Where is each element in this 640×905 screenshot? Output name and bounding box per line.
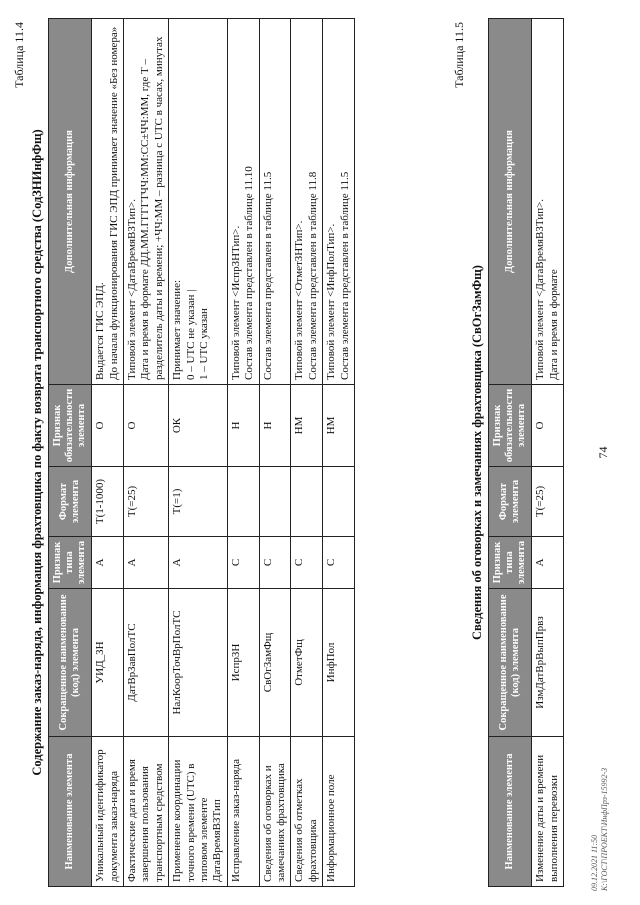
cell-type-flag: А [124,537,169,589]
cell-additional-info [291,19,323,385]
table-11-5-title: Сведения об оговорках и замечаниях фрахтовщика (СвОгЗамФщ) [470,265,484,640]
cell-required-flag: О [92,385,124,467]
header-additional-info: Дополнительная информация [489,19,532,385]
cell-required-flag: О [124,385,169,467]
cell-element-name: Информационное поле [323,737,355,887]
cell-format: Т(=25) [532,467,564,537]
header-additional-info: Дополнительная информация [49,19,92,385]
table-header-row [49,19,92,887]
cell-short-code: ИнфПол [323,589,355,737]
cell-format [291,467,323,537]
cell-short-code: УИД_ЗН [92,589,124,737]
table-11-5 [488,18,564,887]
cell-additional-info [532,19,564,385]
cell-element-name: Фактические дата и время завершения пользования транспортным средством [124,737,169,887]
cell-element-name: Уникальный идентификатор документа заказ-наряда [92,737,124,887]
cell-type-flag: А [92,537,124,589]
cell-format [227,467,259,537]
cell-required-flag: НМ [323,385,355,467]
cell-short-code: ОтметФщ [291,589,323,737]
print-stamp [590,768,611,891]
header-required-flag: Признак обязательности элемента [489,385,532,467]
page-number: 74 [596,446,610,459]
header-type-flag: Признак типа элемента [489,537,532,589]
cell-additional-info [323,19,355,385]
info-line: Типовой элемент <ДатаВремяВЗТип>. [126,198,138,380]
print-stamp-path: К:\ГОСТ\ПРОЕКТ\ИнфПрз-15992-3 [600,767,610,891]
info-line: Состав элемента представлен в таблице 11.5 [261,171,274,380]
cell-short-code: ИспрЗН [227,589,259,737]
table-11-4 [48,18,355,887]
cell-element-name: Сведения об оговорках и замечаниях фрахтовщика [259,737,291,887]
cell-element-name: Сведения об отметках фрахтовщика [291,737,323,887]
table-row [169,19,228,887]
print-stamp-date: 09.12.2021 11:50 [590,834,599,891]
info-line: Типовой элемент <ДатаВремяВЗТип>. [534,198,547,380]
cell-format: Т(=25) [124,467,169,537]
cell-additional-info [169,19,228,385]
info-line: Принимает значение: [171,279,184,380]
cell-additional-info [124,19,169,385]
table-row [124,19,169,887]
info-line: 0 – UTC не указан | [184,289,197,380]
info-line: Состав элемента представлен в таблице 11.10 [243,166,256,380]
info-line: Дата и время в формате ДД.ММ.ГГГГТЧЧ:ММ:СС±ЧЧ:ММ, где Т – разделитель даты и времени; +ЧЧ:ММ – разница с UTC в часах, минутах [139,36,165,380]
cell-required-flag: О [532,385,564,467]
cell-required-flag: Н [259,385,291,467]
cell-short-code: ДатВрЗавПолТС [124,589,169,737]
cell-format [259,467,291,537]
cell-type-flag: С [227,537,259,589]
cell-short-code: НалКоорТочВрПолТС [169,589,228,737]
table-row [92,19,124,887]
table-11-4-title: Содержание заказ-наряда, информация фрахтовщика по факту возврата транспортного средства (СодЗНИнфФщ) [30,129,44,776]
cell-additional-info [259,19,291,385]
info-line: Состав элемента представлен в таблице 11.5 [338,171,351,380]
info-line: Типовой элемент <ИнфПолТип>. [325,223,338,380]
cell-short-code: ИзмДатВрВыпПрвз [532,589,564,737]
cell-required-flag: НМ [291,385,323,467]
table-row [323,19,355,887]
cell-short-code: СвОгЗамФщ [259,589,291,737]
cell-type-flag: С [259,537,291,589]
info-line: До начала функционирования ГИС ЭПД принимает значение «Без номера» [107,26,120,380]
table-row [227,19,259,887]
cell-required-flag: Н [227,385,259,467]
table-row [259,19,291,887]
info-line: Типовой элемент <ИспрЗНТип>. [229,225,242,380]
cell-element-name: Изменение даты и времени выполнения перевозки [532,737,564,887]
cell-element-name: Применение координации точного времени (UTC) в типовом элементе ДатаВремяВЗТип [169,737,228,887]
info-line: Состав элемента представлен в таблице 11.8 [306,171,319,380]
table-11-5-caption: Таблица 11.5 [452,22,466,88]
table-row [532,19,564,887]
cell-type-flag: А [532,537,564,589]
header-format: Формат элемента [489,467,532,537]
table-row [291,19,323,887]
cell-required-flag: ОК [169,385,228,467]
header-type-flag: Признак типа элемента [49,537,92,589]
info-line: Типовой элемент <ОтметЗНТип>. [293,220,306,380]
header-element-name: Наименование элемента [49,737,92,887]
cell-type-flag: С [323,537,355,589]
table-header-row [489,19,532,887]
header-format: Формат элемента [49,467,92,537]
header-required-flag: Признак обязательности элемента [49,385,92,467]
info-line: Дата и время в формате [547,269,560,380]
header-short-code: Сокращенное наименование (код) элемента [489,589,532,737]
cell-format: Т(=1) [169,467,228,537]
cell-type-flag: А [169,537,228,589]
header-element-name: Наименование элемента [489,737,532,887]
cell-format [323,467,355,537]
info-line: Выдается ГИС ЭПД. [94,282,107,380]
cell-additional-info [227,19,259,385]
table-11-4-caption: Таблица 11.4 [12,22,26,88]
info-line: 1 – UTC указан [198,308,211,380]
cell-type-flag: С [291,537,323,589]
cell-element-name: Исправление заказ-наряда [227,737,259,887]
cell-format: Т(1-1000) [92,467,124,537]
cell-additional-info [92,19,124,385]
header-short-code: Сокращенное наименование (код) элемента [49,589,92,737]
